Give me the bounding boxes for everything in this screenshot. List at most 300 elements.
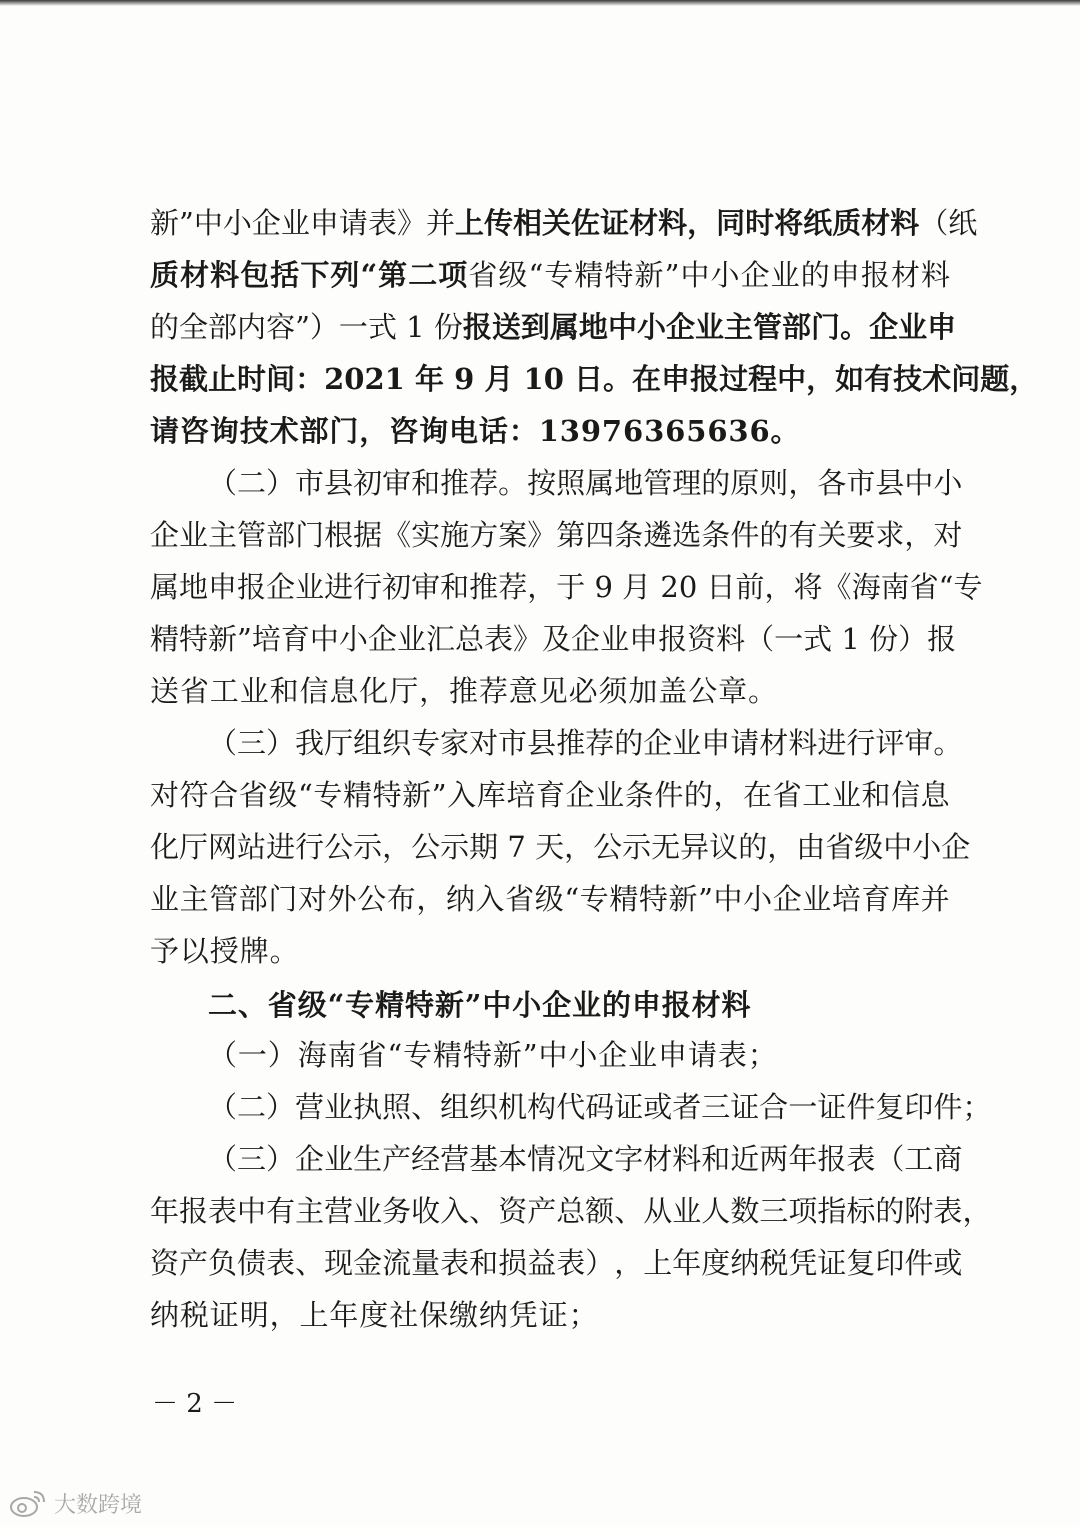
- text-char: 上: [454, 206, 484, 240]
- text-char: 相: [513, 206, 543, 240]
- text-char: 、: [614, 1194, 644, 1228]
- text-char: 损: [498, 1246, 528, 1280]
- text-char: 内: [237, 310, 267, 344]
- text-char: 流: [382, 1246, 412, 1280]
- text-char: 日: [706, 570, 736, 604]
- text-char: 主: [179, 882, 209, 916]
- text-char: 化: [150, 830, 180, 864]
- text-char: 新: [150, 206, 180, 240]
- text-char: 企: [772, 882, 802, 916]
- text-char: “: [938, 570, 954, 604]
- text-char: ）: [266, 1090, 296, 1124]
- text-char: 育: [861, 882, 891, 916]
- text-char: 业: [595, 778, 625, 812]
- text-char: 。: [933, 726, 963, 760]
- text-char: [425, 301, 434, 353]
- text-char: [513, 353, 523, 405]
- text-char: 。: [603, 362, 633, 396]
- text-char: 企: [665, 310, 695, 344]
- text-char: 项: [438, 258, 468, 292]
- text-char: 纸: [948, 206, 978, 240]
- text-char: 信: [891, 778, 921, 812]
- text-char: 式: [803, 622, 833, 656]
- text-char: 质: [832, 206, 862, 240]
- text-char: 送: [491, 310, 521, 344]
- text-char: 纳: [730, 1246, 760, 1280]
- text-line: [150, 197, 978, 249]
- text-char: 于: [556, 570, 586, 604]
- text-char: 构: [527, 1090, 557, 1124]
- text-char: 申: [927, 310, 957, 344]
- text-segment: 请咨询技术部门，咨询电话：13976365636。: [150, 414, 801, 448]
- text-char: 报: [658, 622, 688, 656]
- text-char: 有: [864, 362, 894, 396]
- text-char: 税: [759, 1246, 789, 1280]
- text-char: 库: [476, 778, 506, 812]
- text-char: [860, 613, 869, 665]
- text-char: “: [360, 258, 378, 292]
- text-char: 县: [324, 466, 354, 500]
- text-char: 省: [825, 830, 855, 864]
- text-char: “: [297, 778, 313, 812]
- text-char: 精: [574, 258, 604, 292]
- text-char: 列: [330, 258, 360, 292]
- text-char: 年: [788, 1142, 818, 1176]
- text-char: ）: [898, 622, 928, 656]
- text-line: [150, 1185, 992, 1237]
- text-segment: 予以授牌。: [150, 934, 300, 968]
- text-char: 总: [556, 1194, 586, 1228]
- text-char: 传: [484, 206, 514, 240]
- text-char: 《: [382, 518, 412, 552]
- text-char: 小: [933, 466, 963, 500]
- text-line: [150, 301, 957, 353]
- text-char: 地: [578, 310, 608, 344]
- text-char: 县: [527, 726, 557, 760]
- text-char: [444, 353, 454, 405]
- text-char: 表: [367, 206, 397, 240]
- text-line: [150, 509, 963, 561]
- text-char: 包: [240, 258, 270, 292]
- text-char: 精: [609, 882, 639, 916]
- text-char: 培: [831, 882, 861, 916]
- text-char: ，: [713, 778, 743, 812]
- text-char: 地: [614, 466, 644, 500]
- text-char: 并: [920, 882, 950, 916]
- text-char: 生: [353, 1142, 383, 1176]
- text-char: 术: [922, 362, 952, 396]
- text-line: [208, 979, 950, 1031]
- text-char: 省: [772, 778, 802, 812]
- text-char: 公: [357, 882, 387, 916]
- text-char: 数: [730, 1194, 760, 1228]
- text-char: 站: [237, 830, 267, 864]
- text-char: 报: [927, 622, 957, 656]
- text-char: 标: [846, 1194, 876, 1228]
- text-char: 0: [543, 362, 564, 396]
- text-char: 营: [440, 1142, 470, 1176]
- text-char: 量: [411, 1246, 441, 1280]
- text-char: 业: [324, 1142, 354, 1176]
- text-line: [150, 1237, 963, 1289]
- text-char: 照: [382, 1090, 412, 1124]
- text-char: 有: [788, 518, 818, 552]
- text-char: 项: [788, 1194, 818, 1228]
- text-char: 将: [793, 570, 823, 604]
- text-char: （: [208, 726, 238, 760]
- text-char: 的: [738, 830, 768, 864]
- text-char: 证: [614, 1090, 644, 1124]
- text-line: [150, 353, 1039, 405]
- text-char: 时: [237, 362, 267, 396]
- text-char: 专: [544, 258, 574, 292]
- text-char: ）: [266, 1142, 296, 1176]
- text-line: [208, 1133, 963, 1185]
- text-char: 程: [748, 362, 778, 396]
- text-char: 到: [520, 310, 550, 344]
- text-char: 企: [643, 726, 673, 760]
- text-char: 级: [498, 258, 528, 292]
- text-char: 资: [150, 1246, 180, 1280]
- text-char: 遴: [643, 518, 673, 552]
- text-char: 审: [382, 466, 412, 500]
- text-char: 基: [469, 1142, 499, 1176]
- text-char: 期: [469, 830, 499, 864]
- text-char: 料: [890, 206, 920, 240]
- text-char: 件: [730, 518, 760, 552]
- text-char: 三: [759, 1194, 789, 1228]
- text-char: 门: [268, 882, 298, 916]
- text-char: 省: [238, 778, 268, 812]
- text-char: 要: [846, 518, 876, 552]
- text-char: 照: [556, 466, 586, 500]
- text-char: 在: [632, 362, 662, 396]
- text-char: 级: [534, 882, 564, 916]
- text-char: 下: [300, 258, 330, 292]
- text-char: 商: [933, 1142, 963, 1176]
- text-char: 小: [743, 882, 773, 916]
- text-char: 企: [367, 622, 397, 656]
- text-line: [150, 613, 957, 665]
- text-char: 报: [237, 570, 267, 604]
- text-char: 纸: [803, 206, 833, 240]
- text-char: 关: [542, 206, 572, 240]
- text-char: 施: [440, 518, 470, 552]
- text-char: 入: [475, 882, 505, 916]
- text-char: 求: [875, 518, 905, 552]
- text-char: ”: [179, 206, 194, 240]
- text-char: 海: [851, 570, 881, 604]
- text-char: 况: [556, 1142, 586, 1176]
- text-char: 汇: [425, 622, 455, 656]
- text-char: 材: [890, 258, 920, 292]
- text-char: 级: [854, 830, 884, 864]
- text-char: 现: [324, 1246, 354, 1280]
- text-char: 三: [701, 1090, 731, 1124]
- text-char: 件: [933, 1090, 963, 1124]
- text-char: 新: [668, 882, 698, 916]
- text-char: 小: [338, 622, 368, 656]
- text-char: 对: [933, 518, 963, 552]
- text-char: 地: [179, 570, 209, 604]
- text-char: 三: [237, 726, 267, 760]
- text-char: 公: [593, 830, 623, 864]
- text-line: [150, 665, 950, 717]
- text-char: [585, 561, 594, 613]
- text-char: 日: [573, 362, 603, 396]
- text-char: 条: [701, 518, 731, 552]
- text-char: 选: [672, 518, 702, 552]
- text-char: 业: [672, 1194, 702, 1228]
- text-char: 则: [759, 466, 789, 500]
- text-char: 益: [527, 1246, 557, 1280]
- text-char: 小: [710, 258, 740, 292]
- text-char: 间: [266, 362, 296, 396]
- text-char: 负: [208, 1246, 238, 1280]
- text-char: 小: [636, 310, 666, 344]
- text-char: 及: [542, 622, 572, 656]
- text-char: ”: [664, 258, 680, 292]
- text-char: 和: [440, 570, 470, 604]
- text-char: ：: [295, 362, 325, 396]
- text-char: 容: [266, 310, 296, 344]
- text-char: 织: [469, 1090, 499, 1124]
- text-char: 报: [860, 258, 890, 292]
- text-char: 专: [411, 726, 441, 760]
- page-number: － 2 －: [152, 1389, 238, 1419]
- text-char: 表: [440, 1246, 470, 1280]
- text-char: 佐: [571, 206, 601, 240]
- text-char: ）: [266, 726, 296, 760]
- text-char: 》: [513, 622, 543, 656]
- text-char: 小: [222, 206, 252, 240]
- text-char: 指: [817, 1194, 847, 1228]
- text-char: 南: [880, 570, 910, 604]
- text-char: 推: [556, 726, 586, 760]
- text-char: 。: [840, 310, 870, 344]
- text-char: 表: [484, 622, 514, 656]
- text-char: 原: [730, 466, 760, 500]
- text-char: 的: [150, 310, 180, 344]
- text-char: 材: [629, 206, 659, 240]
- text-char: 申: [701, 726, 731, 760]
- text-char: 证: [817, 1090, 847, 1124]
- text-char: 企: [251, 206, 281, 240]
- text-char: 级: [268, 778, 298, 812]
- text-char: 荐: [585, 726, 615, 760]
- text-char: 料: [210, 258, 240, 292]
- text-segment: 送省工业和信息化厅，推荐意见必须加盖公章。: [150, 674, 778, 708]
- text-char: 全: [179, 310, 209, 344]
- text-char: 三: [237, 1142, 267, 1176]
- text-char: 表: [933, 1194, 963, 1228]
- text-char: 评: [875, 726, 905, 760]
- text-char: [526, 821, 535, 873]
- text-char: 业: [802, 882, 832, 916]
- text-char: 1: [384, 362, 405, 396]
- text-char: 有: [266, 1194, 296, 1228]
- text-char: 管: [237, 518, 267, 552]
- text-char: （: [919, 206, 949, 240]
- text-char: 息: [920, 778, 950, 812]
- text-char: 式: [367, 310, 397, 344]
- text-char: 申: [830, 258, 860, 292]
- text-char: 网: [208, 830, 238, 864]
- text-char: 中: [680, 258, 710, 292]
- text-char: 请: [730, 726, 760, 760]
- text-char: 业: [150, 882, 180, 916]
- text-char: 凭: [788, 1246, 818, 1280]
- text-char: 业: [672, 726, 702, 760]
- text-char: 荐: [498, 570, 528, 604]
- text-char: 示: [440, 830, 470, 864]
- text-char: 按: [527, 466, 557, 500]
- text-char: 中: [193, 206, 223, 240]
- text-char: （: [875, 1142, 905, 1176]
- text-char: 1: [841, 622, 860, 656]
- text-char: 天: [535, 830, 565, 864]
- text-char: 印: [875, 1246, 905, 1280]
- text-char: ，: [904, 518, 934, 552]
- text-char: 门: [295, 518, 325, 552]
- text-char: 的: [759, 518, 789, 552]
- text-char: 机: [498, 1090, 528, 1124]
- text-char: 育: [280, 622, 310, 656]
- text-char: 业: [831, 778, 861, 812]
- text-char: 特: [179, 622, 209, 656]
- text-char: 、: [469, 1194, 499, 1228]
- text-char: 债: [237, 1246, 267, 1280]
- text-char: 人: [701, 1194, 731, 1228]
- text-line: [150, 249, 950, 301]
- text-char: 材: [861, 206, 891, 240]
- text-char: 质: [150, 258, 180, 292]
- watermark-text: 大数跨境: [54, 1492, 143, 1518]
- text-char: （: [208, 466, 238, 500]
- text-char: ，: [767, 830, 797, 864]
- text-char: 业: [396, 622, 426, 656]
- text-char: 表: [556, 1246, 586, 1280]
- text-char: ，: [564, 830, 594, 864]
- text-char: 时: [745, 206, 775, 240]
- text-char: 培: [506, 778, 536, 812]
- text-char: 括: [270, 258, 300, 292]
- text-char: 属: [150, 570, 180, 604]
- text-char: 营: [295, 1090, 325, 1124]
- text-char: 外: [327, 882, 357, 916]
- text-char: 业: [179, 518, 209, 552]
- text-char: 县: [875, 466, 905, 500]
- text-char: 截: [179, 362, 209, 396]
- text-char: 入: [447, 778, 477, 812]
- text-char: 材: [180, 258, 210, 292]
- text-char: 理: [672, 466, 702, 500]
- text-char: 上: [643, 1246, 673, 1280]
- text-char: 据: [353, 518, 383, 552]
- text-char: 小: [912, 830, 942, 864]
- text-char: 报: [462, 310, 492, 344]
- text-char: 培: [251, 622, 281, 656]
- text-line: [150, 873, 950, 925]
- text-char: （: [208, 1142, 238, 1176]
- text-char: 业: [280, 206, 310, 240]
- scan-top-edge: [0, 0, 1080, 6]
- text-char: ，: [788, 466, 818, 500]
- text-char: 业: [898, 310, 928, 344]
- text-line: [208, 717, 963, 769]
- text-char: 业: [324, 1090, 354, 1124]
- text-char: 年: [150, 1194, 180, 1228]
- text-char: 部: [266, 518, 296, 552]
- text-char: 同: [716, 206, 746, 240]
- text-char: 报: [179, 1194, 209, 1228]
- text-char: 管: [753, 310, 783, 344]
- text-char: 、: [411, 1090, 441, 1124]
- text-char: 营: [324, 1194, 354, 1228]
- text-char: [651, 561, 660, 613]
- text-char: 申: [309, 206, 339, 240]
- text-char: [613, 561, 622, 613]
- text-char: 合: [209, 778, 239, 812]
- text-char: ；: [962, 1090, 992, 1124]
- text-char: “: [564, 882, 580, 916]
- text-char: 报: [150, 362, 180, 396]
- text-char: 审: [904, 726, 934, 760]
- text-char: 复: [846, 1246, 876, 1280]
- text-line: [150, 821, 971, 873]
- text-char: 一: [338, 310, 368, 344]
- text-char: 企: [571, 622, 601, 656]
- text-char: 1: [523, 362, 544, 396]
- text-char: 从: [643, 1194, 673, 1228]
- text-char: 和: [861, 778, 891, 812]
- text-char: 经: [411, 1142, 441, 1176]
- text-char: 。: [498, 466, 528, 500]
- text-char: ”: [431, 778, 447, 812]
- text-char: 《: [822, 570, 852, 604]
- text-char: 材: [643, 1142, 673, 1176]
- text-char: 、: [295, 1246, 325, 1280]
- text-char: 问: [951, 362, 981, 396]
- text-char: 合: [759, 1090, 789, 1124]
- text-char: 公: [324, 830, 354, 864]
- text-char: [405, 353, 415, 405]
- text-char: 执: [353, 1090, 383, 1124]
- text-char: 工: [904, 1142, 934, 1176]
- text-char: 布: [386, 882, 416, 916]
- text-char: 题: [980, 362, 1010, 396]
- text-char: ，: [1009, 362, 1039, 396]
- text-char: 市: [498, 726, 528, 760]
- text-char: 关: [817, 518, 847, 552]
- text-char: 行: [353, 570, 383, 604]
- text-char: ，: [962, 1194, 992, 1228]
- text-char: 业: [295, 570, 325, 604]
- text-char: 企: [941, 830, 971, 864]
- text-char: 主: [724, 310, 754, 344]
- text-char: 印: [904, 1090, 934, 1124]
- text-char: 主: [208, 518, 238, 552]
- text-char: 的: [614, 726, 644, 760]
- text-char: 组: [440, 1090, 470, 1124]
- text-char: 料: [716, 622, 746, 656]
- text-char: 纳: [445, 882, 475, 916]
- text-char: 业: [353, 1194, 383, 1228]
- text-char: 根: [324, 518, 354, 552]
- text-char: 务: [382, 1194, 412, 1228]
- text-char: 中: [777, 362, 807, 396]
- text-char: 特: [372, 778, 402, 812]
